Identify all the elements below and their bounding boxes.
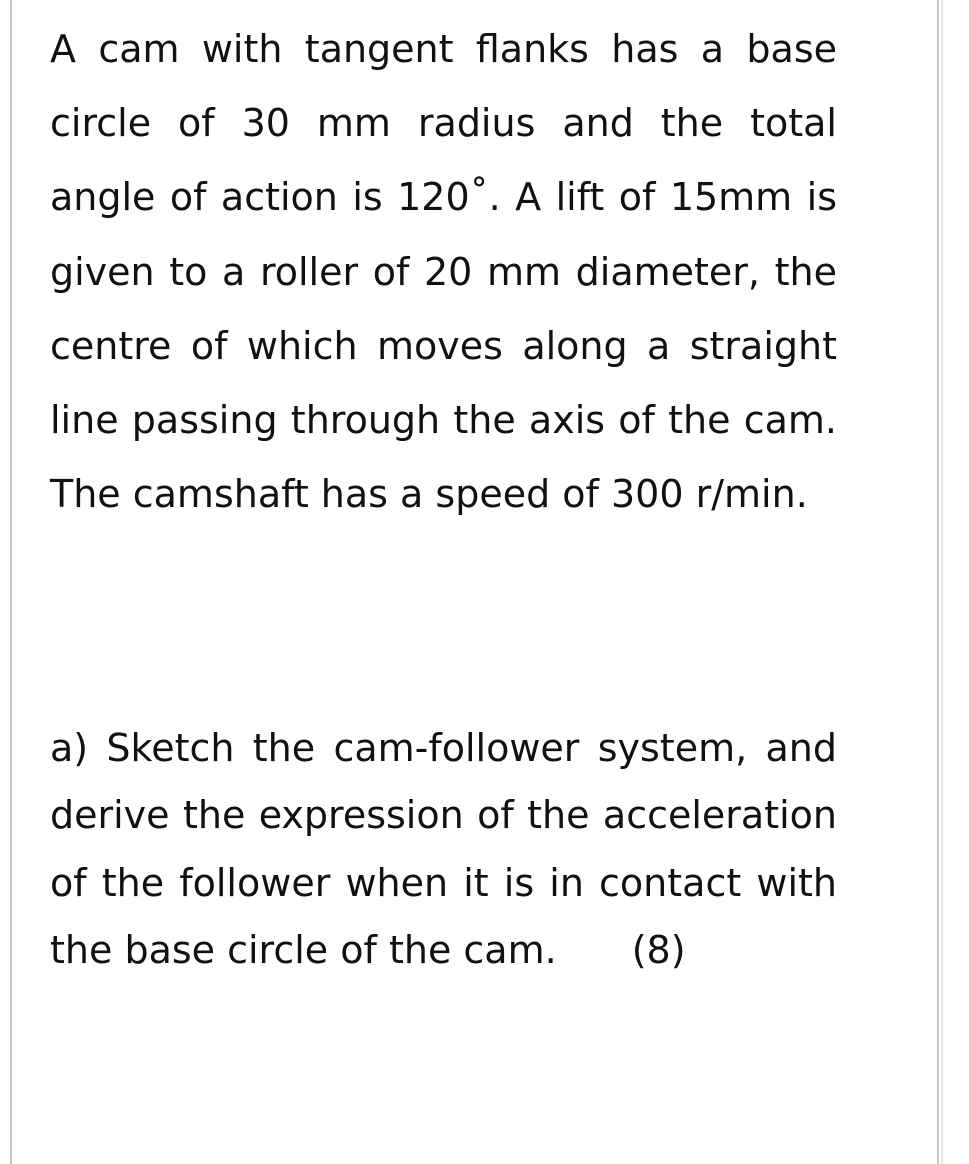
- part-a-question: [50, 715, 837, 985]
- question-card: [10, 0, 939, 1164]
- part-a-text: a) Sketch the cam-follower system, and derive the expression of the acceleration of the follower when it is in contact with the base circle of the cam.: [50, 726, 837, 973]
- card-shadow: [941, 0, 945, 1164]
- part-a-marks: (8): [631, 928, 686, 973]
- problem-statement: A cam with tangent flanks has a base circle of 30 mm radius and the total angle of action is 120˚. A lift of 15mm is given to a roller of 20 mm diameter, the centre of which moves along a straight line passing through the axis of the cam. The camshaft has a speed of 300 r/min.: [50, 27, 837, 517]
